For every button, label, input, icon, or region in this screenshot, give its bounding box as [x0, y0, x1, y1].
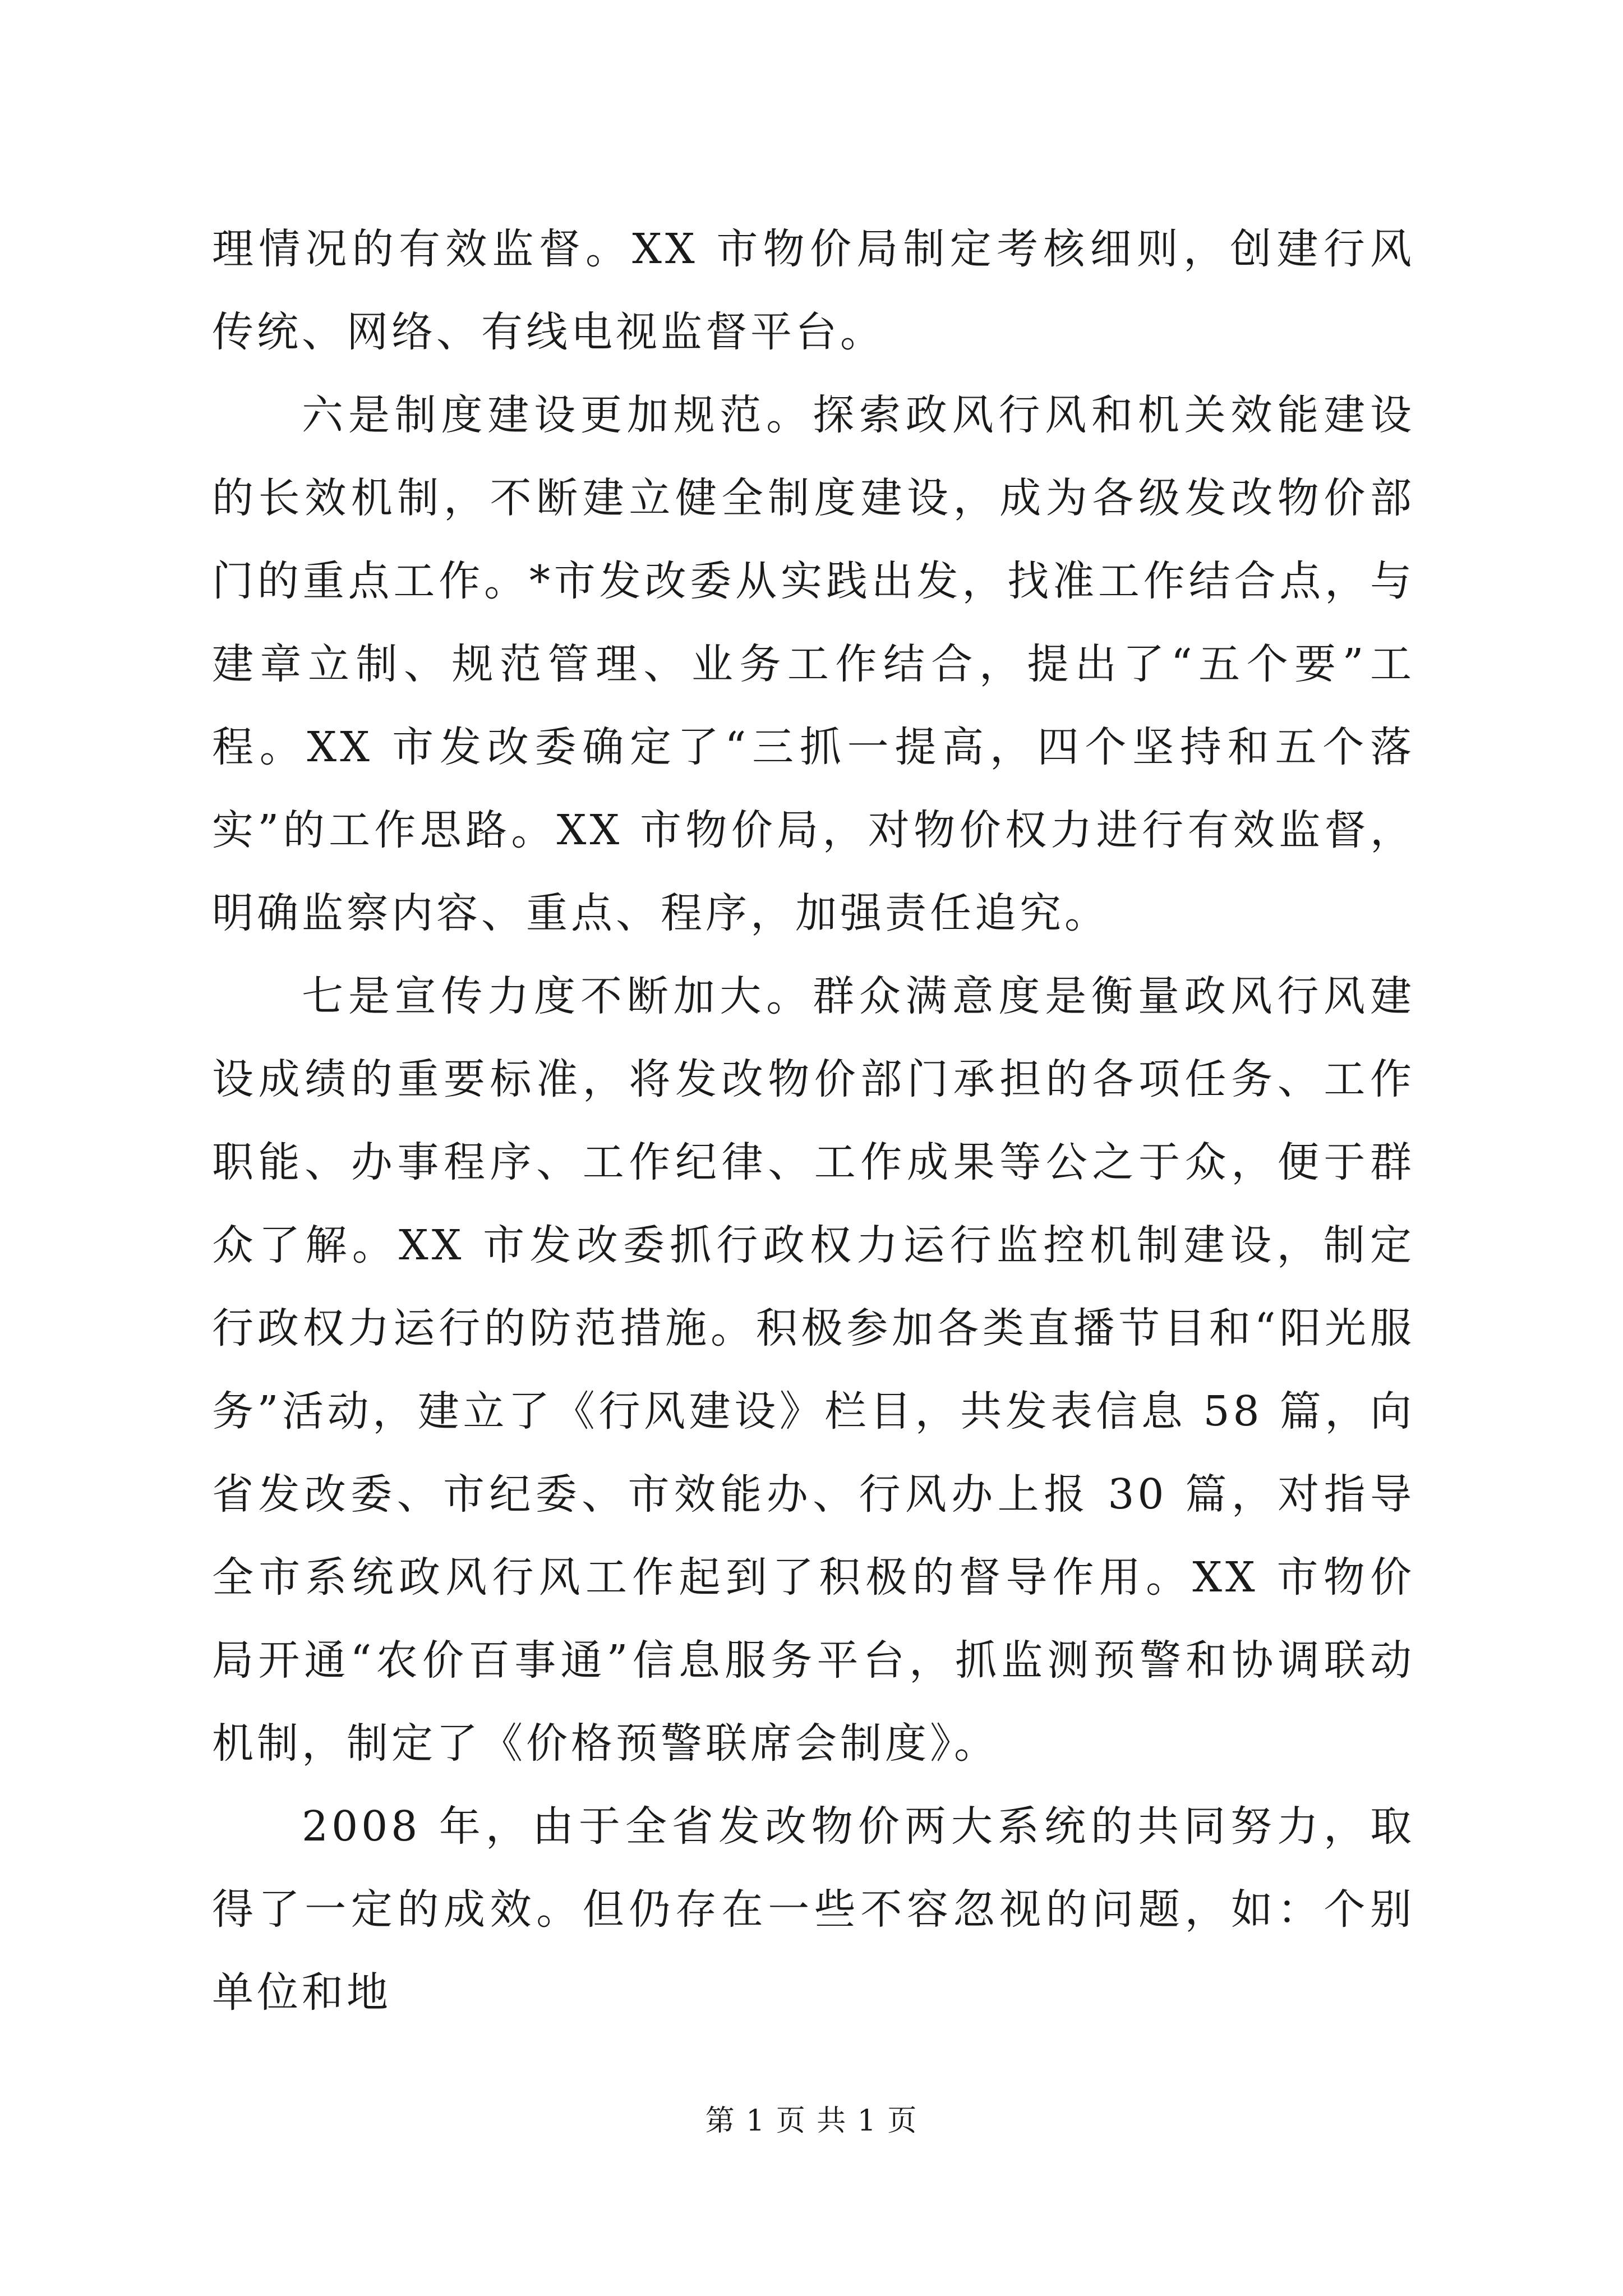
document-body	[212, 208, 1415, 2034]
paragraph-publicity: 七是宣传力度不断加大。群众满意度是衡量政风行风建设成绩的重要标准，将发改物价部门承担的各项任务、工作职能、办事程序、工作纪律、工作成果等公之于众，便于群众了解。XX 市发改委抓行政权力运行监控机制建设，制定行政权力运行的防范措施。积极参加各类直播节目和“阳光服务”活动，建立了《行风建设》栏目，共发表信息 58 篇，向省发改委、市纪委、市效能办、行风办上报 30 篇，对指导全市系统政风行风工作起到了积极的督导作用。XX 市物价局开通“农价百事通”信息服务平台，抓监测预警和协调联动机制，制定了《价格预警联席会制度》。	[212, 972, 1415, 1768]
paragraph-institution-building: 六是制度建设更加规范。探索政风行风和机关效能建设的长效机制，不断建立健全制度建设，成为各级发改物价部门的重点工作。*市发改委从实践出发，找准工作结合点，与建章立制、规范管理、业务工作结合，提出了“五个要”工程。XX 市发改委确定了“三抓一提高，四个坚持和五个落实”的工作思路。XX 市物价局，对物价权力进行有效监督，明确监察内容、重点、程序，加强责任追究。	[212, 391, 1415, 937]
page-footer: 第 1 页 共 1 页	[705, 2104, 918, 2138]
paragraph-continuation: 理情况的有效监督。XX 市物价局制定考核细则，创建行风传统、网络、有线电视监督平台。	[212, 225, 1415, 356]
paragraph-summary-2008: 2008 年，由于全省发改物价两大系统的共同努力，取得了一定的成效。但仍存在一些不容忽视的问题，如：个别单位和地	[212, 1802, 1415, 2017]
